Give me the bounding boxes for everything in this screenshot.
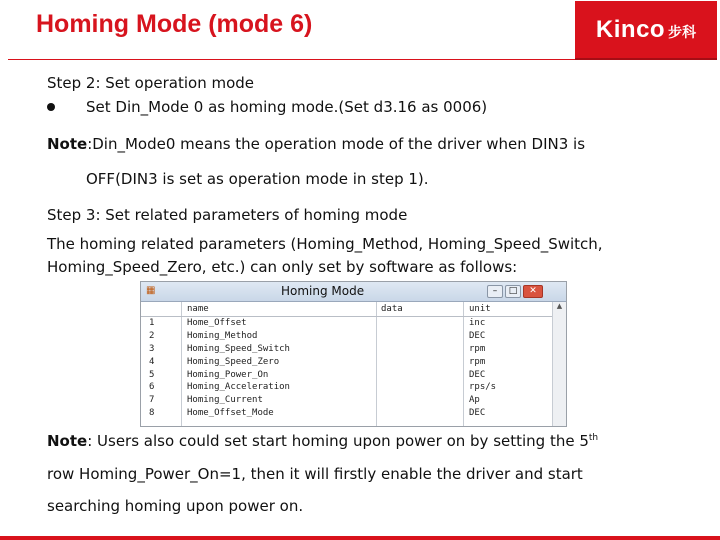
note2-text: : Users also could set start homing upon power on by setting the 5 [87, 432, 589, 450]
cell-num: 8 [149, 408, 155, 419]
app-icon: ▦ [146, 285, 156, 296]
cell-name: Homing_Current [187, 395, 263, 406]
logo-brand: Kinco [595, 16, 666, 43]
note2-line3: searching homing upon power on. [47, 497, 304, 515]
note1-label: Note [47, 135, 88, 153]
cell-num: 6 [149, 382, 155, 393]
note2-superscript: th [588, 433, 599, 443]
cell-name: Homing_Speed_Zero [187, 356, 280, 367]
cell-unit: DEC [469, 330, 486, 341]
parameter-table [141, 302, 566, 420]
step2-bullet-text: Set Din_Mode 0 as homing mode.(Set d3.16 as 0006) [86, 98, 488, 116]
table-row[interactable] [141, 369, 566, 382]
table-header [141, 302, 566, 317]
cell-name: Home_Offset [187, 318, 247, 328]
kinco-logo [575, 1, 717, 59]
maximize-button[interactable]: □ [505, 285, 521, 298]
cell-num: 3 [149, 343, 155, 354]
cell-unit: DEC [469, 408, 486, 419]
slide-title: Homing Mode (mode 6) [36, 10, 313, 38]
cell-unit: rpm [469, 356, 486, 367]
step3-line2: Homing_Speed_Zero, etc.) can only set by software as follows: [47, 258, 518, 276]
note1-continuation: OFF(DIN3 is set as operation mode in step 1). [86, 170, 429, 188]
minimize-button[interactable]: – [487, 285, 503, 298]
table-row[interactable] [141, 343, 566, 356]
cell-name: Homing_Speed_Switch [187, 343, 290, 354]
cell-unit: Ap [469, 395, 480, 406]
table-row[interactable] [141, 356, 566, 369]
table-row[interactable] [141, 394, 566, 407]
note2-label: Note [47, 432, 88, 450]
window-title: Homing Mode [281, 284, 365, 298]
vertical-scrollbar[interactable] [552, 302, 566, 426]
note1 [47, 135, 585, 153]
cell-unit: rpm [469, 343, 486, 354]
cell-num: 7 [149, 395, 155, 406]
close-button[interactable]: ✕ [523, 285, 543, 298]
scroll-up-icon[interactable]: ▲ [556, 302, 563, 310]
homing-mode-window [140, 281, 567, 427]
cell-name: Homing_Acceleration [187, 382, 290, 393]
table-row[interactable] [141, 407, 566, 420]
step3-heading: Step 3: Set related parameters of homing mode [47, 206, 408, 224]
note2 [47, 432, 598, 450]
step2-heading: Step 2: Set operation mode [47, 74, 255, 92]
cell-unit: inc [469, 318, 486, 328]
table-row[interactable] [141, 330, 566, 343]
logo-underline [575, 58, 717, 60]
cell-num: 2 [149, 330, 155, 341]
header-name[interactable]: name [187, 304, 209, 314]
cell-num: 4 [149, 356, 155, 367]
cell-unit: rps/s [469, 382, 497, 393]
table-row[interactable] [141, 381, 566, 394]
cell-num: 5 [149, 369, 155, 380]
window-titlebar[interactable] [141, 282, 566, 302]
table-row[interactable] [141, 317, 566, 330]
cell-name: Homing_Method [187, 330, 258, 341]
header-rule [8, 59, 575, 60]
logo-chinese: 步科 [668, 24, 697, 40]
note1-text: :Din_Mode0 means the operation mode of the driver when DIN3 is [87, 135, 586, 153]
bullet-dot-icon [47, 103, 55, 111]
cell-num: 1 [149, 318, 155, 328]
footer-rule [0, 536, 720, 540]
header-unit[interactable]: unit [469, 304, 491, 314]
step3-line1: The homing related parameters (Homing_Method, Homing_Speed_Switch, [47, 235, 603, 253]
cell-unit: DEC [469, 369, 486, 380]
header-data[interactable]: data [381, 304, 403, 314]
note2-line2: row Homing_Power_On=1, then it will firstly enable the driver and start [47, 465, 583, 483]
cell-name: Home_Offset_Mode [187, 408, 274, 419]
cell-name: Homing_Power_On [187, 369, 269, 380]
